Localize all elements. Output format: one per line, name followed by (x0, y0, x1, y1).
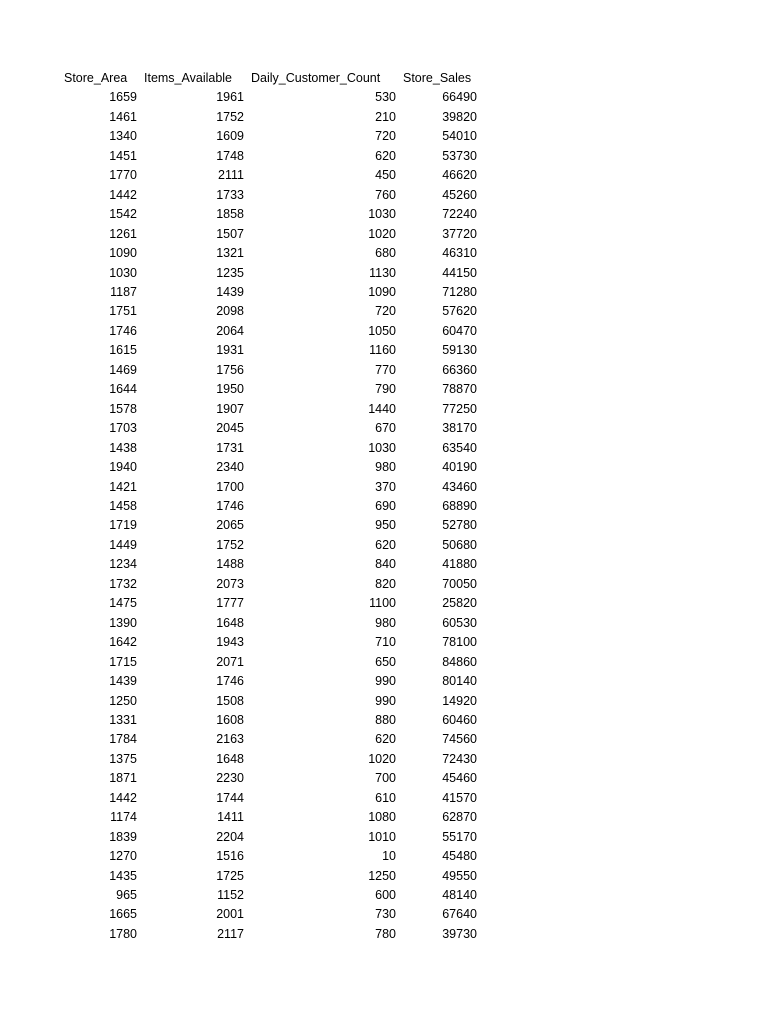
table-row (59, 750, 479, 769)
cell-daily-customer-count[interactable]: 690 (375, 498, 396, 513)
cell-store-area[interactable]: 1375 (109, 751, 137, 766)
cell-store-area[interactable]: 1421 (109, 479, 137, 494)
cell-store-sales[interactable]: 54010 (442, 129, 477, 144)
cell-daily-customer-count[interactable]: 780 (375, 926, 396, 941)
table-row (59, 711, 479, 730)
cell-store-sales[interactable]: 39820 (442, 109, 477, 124)
cell-items-available[interactable]: 1648 (216, 615, 244, 630)
cell-store-sales[interactable]: 52780 (442, 518, 477, 533)
cell-items-available[interactable]: 2163 (216, 732, 244, 747)
table-row (59, 341, 479, 360)
cell-store-area[interactable]: 1642 (109, 635, 137, 650)
cell-items-available[interactable]: 1700 (216, 479, 244, 494)
table-row (59, 419, 479, 438)
table-row (59, 653, 479, 672)
cell-store-sales[interactable]: 43460 (442, 479, 477, 494)
cell-daily-customer-count[interactable]: 1090 (368, 284, 396, 299)
cell-daily-customer-count[interactable]: 600 (375, 888, 396, 903)
cell-store-area[interactable]: 1615 (109, 343, 137, 358)
cell-store-sales[interactable]: 72430 (442, 751, 477, 766)
table-row (59, 322, 479, 341)
cell-items-available[interactable]: 1235 (216, 265, 244, 280)
cell-daily-customer-count[interactable]: 720 (375, 129, 396, 144)
cell-store-sales[interactable]: 55170 (442, 829, 477, 844)
cell-store-area[interactable]: 1234 (109, 557, 137, 572)
cell-daily-customer-count[interactable]: 370 (375, 479, 396, 494)
cell-store-area[interactable]: 1270 (109, 849, 137, 864)
cell-store-sales[interactable]: 84860 (442, 654, 477, 669)
cell-items-available[interactable]: 1733 (216, 187, 244, 202)
cell-items-available[interactable]: 2071 (216, 654, 244, 669)
cell-store-area[interactable]: 1442 (109, 790, 137, 805)
table-row (59, 847, 479, 866)
cell-items-available[interactable]: 1746 (216, 674, 244, 689)
cell-daily-customer-count[interactable]: 1250 (368, 868, 396, 883)
cell-store-sales[interactable]: 62870 (442, 810, 477, 825)
header-store-area[interactable]: Store_Area (64, 71, 128, 85)
table-row (59, 186, 479, 205)
cell-store-sales[interactable]: 66360 (442, 362, 477, 377)
cell-items-available[interactable]: 1931 (216, 343, 244, 358)
cell-store-sales[interactable]: 46310 (442, 246, 477, 261)
cell-store-sales[interactable]: 68890 (442, 498, 477, 513)
cell-daily-customer-count[interactable]: 710 (375, 635, 396, 650)
cell-items-available[interactable]: 2204 (216, 829, 244, 844)
cell-daily-customer-count[interactable]: 770 (375, 362, 396, 377)
cell-store-sales[interactable]: 41880 (442, 557, 477, 572)
cell-store-sales[interactable]: 60460 (442, 712, 477, 727)
cell-store-area[interactable]: 1659 (109, 90, 137, 105)
cell-store-sales[interactable]: 74560 (442, 732, 477, 747)
cell-items-available[interactable]: 2065 (216, 518, 244, 533)
cell-store-area[interactable]: 1340 (109, 129, 137, 144)
cell-store-area[interactable]: 1751 (109, 304, 137, 319)
cell-daily-customer-count[interactable]: 620 (375, 732, 396, 747)
cell-store-sales[interactable]: 60530 (442, 615, 477, 630)
cell-store-sales[interactable]: 40190 (442, 460, 477, 475)
table-row (59, 769, 479, 788)
table-row (59, 497, 479, 516)
cell-daily-customer-count[interactable]: 790 (375, 382, 396, 397)
cell-store-sales[interactable]: 78870 (442, 382, 477, 397)
cell-items-available[interactable]: 1488 (216, 557, 244, 572)
cell-store-sales[interactable]: 45460 (442, 771, 477, 786)
table-row (59, 400, 479, 419)
cell-daily-customer-count[interactable]: 990 (375, 674, 396, 689)
cell-store-area[interactable]: 1719 (109, 518, 137, 533)
table-row (59, 166, 479, 185)
cell-items-available[interactable]: 1748 (216, 148, 244, 163)
table-row (59, 692, 479, 711)
table-row (59, 147, 479, 166)
cell-store-sales[interactable]: 48140 (442, 888, 477, 903)
cell-store-area[interactable]: 1250 (109, 693, 137, 708)
cell-store-area[interactable]: 965 (116, 888, 137, 903)
cell-items-available[interactable]: 1439 (216, 284, 244, 299)
cell-store-sales[interactable]: 57620 (442, 304, 477, 319)
cell-store-sales[interactable]: 67640 (442, 907, 477, 922)
cell-store-sales[interactable]: 70050 (442, 576, 477, 591)
cell-items-available[interactable]: 1777 (216, 596, 244, 611)
cell-daily-customer-count[interactable]: 620 (375, 148, 396, 163)
cell-store-area[interactable]: 1715 (109, 654, 137, 669)
table-row (59, 478, 479, 497)
cell-items-available[interactable]: 2098 (216, 304, 244, 319)
cell-daily-customer-count[interactable]: 1440 (368, 401, 396, 416)
cell-store-sales[interactable]: 37720 (442, 226, 477, 241)
cell-daily-customer-count[interactable]: 950 (375, 518, 396, 533)
cell-items-available[interactable]: 2340 (216, 460, 244, 475)
cell-items-available[interactable]: 2001 (216, 907, 244, 922)
cell-store-sales[interactable]: 45480 (442, 849, 477, 864)
cell-store-sales[interactable]: 53730 (442, 148, 477, 163)
table-row (59, 361, 479, 380)
cell-store-sales[interactable]: 72240 (442, 207, 477, 222)
cell-store-sales[interactable]: 25820 (442, 596, 477, 611)
table-row (59, 244, 479, 263)
cell-items-available[interactable]: 1648 (216, 751, 244, 766)
cell-daily-customer-count[interactable]: 880 (375, 712, 396, 727)
cell-store-area[interactable]: 1030 (109, 265, 137, 280)
cell-daily-customer-count[interactable]: 1100 (369, 596, 396, 611)
cell-items-available[interactable]: 1731 (216, 440, 244, 455)
table-row (59, 380, 479, 399)
table-row (59, 205, 479, 224)
cell-items-available[interactable]: 2111 (218, 168, 244, 183)
cell-daily-customer-count[interactable]: 840 (375, 557, 396, 572)
cell-items-available[interactable]: 1950 (216, 382, 244, 397)
cell-store-area[interactable]: 1732 (109, 576, 137, 591)
cell-store-area[interactable]: 1871 (109, 771, 137, 786)
cell-store-area[interactable]: 1770 (109, 168, 137, 183)
cell-items-available[interactable]: 1744 (216, 790, 244, 805)
cell-items-available[interactable]: 2045 (216, 421, 244, 436)
cell-store-sales[interactable]: 41570 (442, 790, 477, 805)
cell-daily-customer-count[interactable]: 650 (375, 654, 396, 669)
cell-store-area[interactable]: 1331 (109, 712, 137, 727)
cell-store-area[interactable]: 1780 (109, 926, 137, 941)
cell-store-sales[interactable]: 49550 (442, 868, 477, 883)
table-row (59, 127, 479, 146)
cell-store-area[interactable]: 1644 (109, 382, 137, 397)
table-row (59, 225, 479, 244)
header-items-available[interactable]: Items_Available (144, 71, 233, 85)
cell-items-available[interactable]: 1752 (216, 537, 244, 552)
cell-daily-customer-count[interactable]: 1160 (369, 343, 396, 358)
cell-daily-customer-count[interactable]: 700 (375, 771, 396, 786)
cell-store-sales[interactable]: 71280 (442, 284, 477, 299)
cell-store-sales[interactable]: 66490 (442, 90, 477, 105)
cell-daily-customer-count[interactable]: 1130 (369, 265, 396, 280)
cell-daily-customer-count[interactable]: 1020 (368, 226, 396, 241)
cell-store-area[interactable]: 1449 (109, 537, 137, 552)
table-row (59, 925, 479, 944)
cell-store-area[interactable]: 1461 (109, 109, 137, 124)
cell-items-available[interactable]: 2117 (217, 926, 244, 941)
cell-store-area[interactable]: 1261 (109, 226, 137, 241)
cell-store-sales[interactable]: 80140 (442, 674, 477, 689)
table-row (59, 458, 479, 477)
header-daily-customer-count[interactable]: Daily_Customer_Count (251, 71, 381, 85)
table-row (59, 672, 479, 691)
table-row (59, 88, 479, 107)
cell-daily-customer-count[interactable]: 1080 (368, 810, 396, 825)
cell-store-sales[interactable]: 14920 (442, 693, 477, 708)
cell-store-area[interactable]: 1174 (110, 810, 137, 825)
cell-store-area[interactable]: 1439 (109, 674, 137, 689)
cell-store-area[interactable]: 1542 (109, 207, 137, 222)
cell-daily-customer-count[interactable]: 720 (375, 304, 396, 319)
table-body (59, 88, 479, 944)
cell-store-area[interactable]: 1475 (109, 596, 137, 611)
cell-daily-customer-count[interactable]: 210 (375, 109, 396, 124)
table-row (59, 536, 479, 555)
table-row (59, 439, 479, 458)
cell-store-area[interactable]: 1578 (109, 401, 137, 416)
cell-items-available[interactable]: 1858 (216, 207, 244, 222)
cell-daily-customer-count[interactable]: 620 (375, 537, 396, 552)
cell-daily-customer-count[interactable]: 670 (375, 421, 396, 436)
table-row (59, 555, 479, 574)
cell-items-available[interactable]: 1756 (216, 362, 244, 377)
table-row (59, 594, 479, 613)
cell-items-available[interactable]: 1516 (216, 849, 244, 864)
cell-items-available[interactable]: 2073 (216, 576, 244, 591)
table-row (59, 302, 479, 321)
cell-daily-customer-count[interactable]: 450 (375, 168, 396, 183)
cell-store-sales[interactable]: 63540 (442, 440, 477, 455)
table-row (59, 730, 479, 749)
cell-store-area[interactable]: 1940 (109, 460, 137, 475)
cell-daily-customer-count[interactable]: 1050 (368, 323, 396, 338)
table-row (59, 789, 479, 808)
cell-items-available[interactable]: 1507 (216, 226, 244, 241)
cell-daily-customer-count[interactable]: 530 (375, 90, 396, 105)
cell-store-sales[interactable]: 46620 (442, 168, 477, 183)
cell-daily-customer-count[interactable]: 1030 (368, 440, 396, 455)
cell-store-area[interactable]: 1435 (109, 868, 137, 883)
table-row (59, 905, 479, 924)
cell-items-available[interactable]: 2064 (216, 323, 244, 338)
table-row (59, 575, 479, 594)
header-store-sales[interactable]: Store_Sales (403, 71, 472, 85)
cell-items-available[interactable]: 1152 (217, 888, 244, 903)
cell-daily-customer-count[interactable]: 990 (375, 693, 396, 708)
cell-store-area[interactable]: 1703 (109, 421, 137, 436)
data-table (59, 69, 479, 944)
spreadsheet (0, 69, 768, 944)
cell-store-area[interactable]: 1438 (109, 440, 137, 455)
cell-store-sales[interactable]: 39730 (442, 926, 477, 941)
cell-items-available[interactable]: 1725 (216, 868, 244, 883)
cell-daily-customer-count[interactable]: 760 (375, 187, 396, 202)
cell-daily-customer-count[interactable]: 1030 (368, 207, 396, 222)
cell-items-available[interactable]: 1608 (216, 712, 244, 727)
cell-daily-customer-count[interactable]: 730 (375, 907, 396, 922)
cell-daily-customer-count[interactable]: 980 (375, 460, 396, 475)
cell-items-available[interactable]: 1943 (216, 635, 244, 650)
cell-daily-customer-count[interactable]: 980 (375, 615, 396, 630)
table-row (59, 886, 479, 905)
header-row (59, 69, 479, 88)
cell-store-area[interactable]: 1442 (109, 187, 137, 202)
cell-store-area[interactable]: 1746 (109, 323, 137, 338)
table-row (59, 283, 479, 302)
cell-store-sales[interactable]: 38170 (442, 421, 477, 436)
cell-store-sales[interactable]: 44150 (442, 265, 477, 280)
cell-store-area[interactable]: 1090 (109, 246, 137, 261)
cell-store-area[interactable]: 1451 (109, 148, 137, 163)
table-row (59, 614, 479, 633)
cell-store-area[interactable]: 1839 (109, 829, 137, 844)
table-row (59, 828, 479, 847)
cell-store-area[interactable]: 1390 (109, 615, 137, 630)
cell-items-available[interactable]: 1907 (216, 401, 244, 416)
cell-daily-customer-count[interactable]: 1010 (368, 829, 396, 844)
cell-store-area[interactable]: 1458 (109, 498, 137, 513)
table-row (59, 867, 479, 886)
cell-daily-customer-count[interactable]: 610 (375, 790, 396, 805)
cell-items-available[interactable]: 2230 (216, 771, 244, 786)
cell-daily-customer-count[interactable]: 680 (375, 246, 396, 261)
cell-store-area[interactable]: 1469 (109, 362, 137, 377)
table-row (59, 633, 479, 652)
cell-daily-customer-count[interactable]: 1020 (368, 751, 396, 766)
cell-items-available[interactable]: 1609 (216, 129, 244, 144)
cell-store-sales[interactable]: 78100 (442, 635, 477, 650)
cell-store-sales[interactable]: 77250 (442, 401, 477, 416)
cell-items-available[interactable]: 1321 (216, 246, 244, 261)
cell-items-available[interactable]: 1508 (216, 693, 244, 708)
cell-store-area[interactable]: 1187 (110, 284, 137, 299)
cell-store-area[interactable]: 1665 (109, 907, 137, 922)
table-row (59, 808, 479, 827)
table-row (59, 516, 479, 535)
cell-items-available[interactable]: 1746 (216, 498, 244, 513)
cell-daily-customer-count[interactable]: 820 (375, 576, 396, 591)
cell-store-sales[interactable]: 45260 (442, 187, 477, 202)
table-row (59, 264, 479, 283)
cell-store-sales[interactable]: 59130 (442, 343, 477, 358)
cell-store-sales[interactable]: 50680 (442, 537, 477, 552)
cell-items-available[interactable]: 1961 (216, 90, 244, 105)
cell-store-sales[interactable]: 60470 (442, 323, 477, 338)
cell-store-area[interactable]: 1784 (109, 732, 137, 747)
cell-daily-customer-count[interactable]: 10 (382, 849, 396, 864)
cell-items-available[interactable]: 1752 (216, 109, 244, 124)
table-row (59, 108, 479, 127)
cell-items-available[interactable]: 1411 (217, 810, 244, 825)
